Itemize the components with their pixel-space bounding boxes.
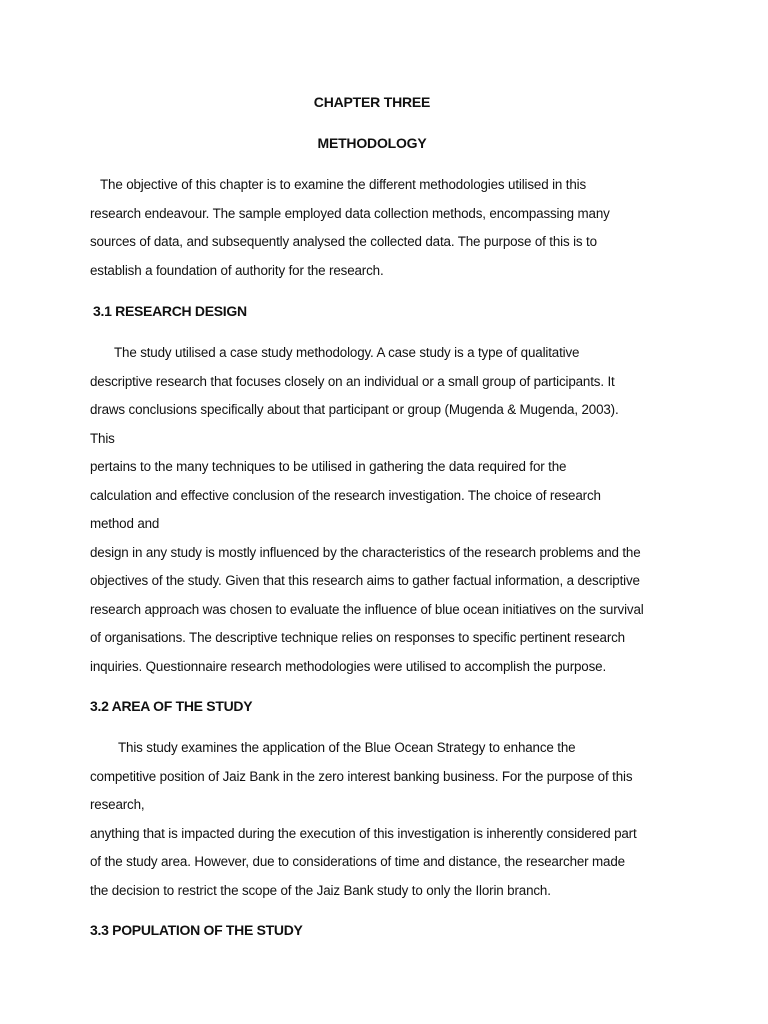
paragraph-line: method and <box>90 516 160 531</box>
paragraph-line: research approach was chosen to evaluate the influence of blue ocean initiatives on the survival <box>90 601 644 617</box>
paragraph-line: of organisations. The descriptive technique relies on responses to specific pertinent research <box>90 630 625 645</box>
paragraph-line: research endeavour. The sample employed data collection methods, encompassing many <box>90 205 610 221</box>
paragraph-line: descriptive research that focuses closely on an individual or a small group of participants. It <box>90 373 615 389</box>
paragraph-line: This <box>90 430 115 446</box>
section-heading-area-of-study: 3.2 AREA OF THE STUDY <box>90 698 253 714</box>
section-heading-research-design: 3.1 RESEARCH DESIGN <box>93 303 247 319</box>
research-design-paragraph <box>90 339 690 681</box>
paragraph-line: calculation and effective conclusion of the research investigation. The choice of research <box>90 487 601 503</box>
paragraph-line: draws conclusions specifically about that participant or group (Mugenda & Mugenda, 2003). <box>90 402 619 417</box>
paragraph-line: research, <box>90 797 145 812</box>
paragraph-line: pertains to the many techniques to be utilised in gathering the data required for the <box>90 459 567 474</box>
intro-paragraph <box>90 171 690 285</box>
chapter-subtitle: METHODOLOGY <box>317 135 427 151</box>
paragraph-line: The objective of this chapter is to examine the different methodologies utilised in this <box>100 177 587 192</box>
paragraph-line: anything that is impacted during the execution of this investigation is inherently considered part <box>90 825 637 841</box>
paragraph-line: inquiries. Questionnaire research methodologies were utilised to accomplish the purpose. <box>90 658 607 674</box>
paragraph-line: establish a foundation of authority for the research. <box>90 262 384 278</box>
paragraph-line: The study utilised a case study methodology. A case study is a type of qualitative <box>114 345 580 360</box>
paragraph-line: objectives of the study. Given that this research aims to gather factual information, a descriptive <box>90 573 640 588</box>
paragraph-line: sources of data, and subsequently analysed the collected data. The purpose of this is to <box>90 234 597 249</box>
paragraph-line: the decision to restrict the scope of the Jaiz Bank study to only the Ilorin branch. <box>90 882 551 898</box>
paragraph-line: competitive position of Jaiz Bank in the zero interest banking business. For the purpose of this <box>90 768 633 784</box>
paragraph-line: design in any study is mostly influenced by the characteristics of the research problems and the <box>90 544 641 560</box>
chapter-title: CHAPTER THREE <box>313 94 431 110</box>
section-heading-population-of-study: 3.3 POPULATION OF THE STUDY <box>90 922 303 938</box>
paragraph-line: This study examines the application of the Blue Ocean Strategy to enhance the <box>118 740 576 755</box>
paragraph-line: of the study area. However, due to considerations of time and distance, the researcher made <box>90 854 625 869</box>
area-of-study-paragraph <box>90 734 690 905</box>
